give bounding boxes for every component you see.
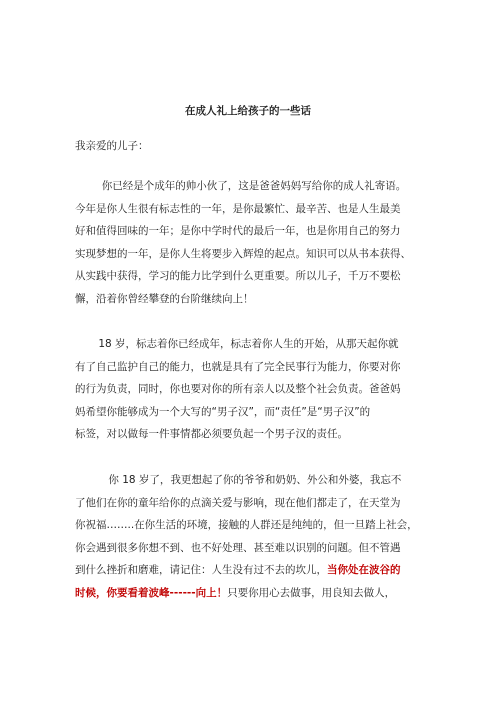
paragraph-line: 懈，沿着你曾经攀登的台阶继续向上！ — [75, 292, 254, 305]
paragraph-line: 18 岁，标志着你已经成年，标志着你人生的开始，从那天起你就 — [75, 338, 399, 350]
paragraph-2 — [75, 333, 425, 446]
paragraph-line: 你会遇到很多你想不到、也不好处理、甚至难以识别的问题。但不管遇 — [75, 541, 401, 554]
document-title: 在成人礼上给孩子的一些话 — [185, 105, 311, 117]
paragraph-line: 你 18 岁了，我更想起了你的爷爷和奶奶、外公和外婆，我忘不 — [75, 474, 402, 486]
paragraph-line: 了他们在你的童年给你的点滴关爱与影响，现在他们都走了，在天堂为 — [75, 496, 401, 509]
highlighted-text: 时候，你要看着波峰------向上！ — [75, 586, 228, 599]
paragraph-line: 从实践中获得，学习的能力比学到什么更重要。所以儿子，千万不要松 — [75, 270, 401, 283]
paragraph-line: 你已经是个成年的帅小伙了，这是爸爸妈妈写给你的成人礼寄语。 — [75, 180, 407, 192]
salutation: 我亲爱的儿子： — [75, 140, 149, 152]
paragraph-text: 只要你用心去做事，用良知去做人， — [227, 586, 396, 599]
paragraph-line: 标签，对以做每一件事情都必须要负起一个男子汉的责任。 — [75, 428, 348, 441]
paragraph-line — [75, 559, 425, 582]
paragraph-1 — [75, 175, 425, 311]
paragraph-line: 有了自己监护自己的能力，也就是具有了完全民事行为能力，你要对你 — [75, 360, 401, 373]
paragraph-line — [75, 582, 425, 605]
paragraph-3 — [75, 469, 425, 605]
paragraph-line: 妈希望你能够成为一个大写的“男子汉”，而“责任”是“男子汉”的 — [75, 405, 371, 418]
paragraph-line: 实现梦想的一年，是你人生将要步入辉煌的起点。知识可以从书本获得、 — [75, 247, 411, 260]
paragraph-line: 你祝福……..在你生活的环境，接触的人群还是纯纯的，但一旦踏上社会， — [75, 519, 418, 532]
paragraph-line: 今年是你人生很有标志性的一年，是你最繁忙、最辛苦、也是人生最美 — [75, 202, 401, 215]
paragraph-line: 好和值得回味的一年；是你中学时代的最后一年，也是你用自己的努力 — [75, 225, 401, 238]
paragraph-text: 到什么挫折和磨难，请记住：人生没有过不去的坎儿， — [75, 564, 327, 577]
paragraph-line: 的行为负责，同时，你也要对你的所有亲人以及整个社会负责。爸爸妈 — [75, 383, 401, 396]
highlighted-text: 当你处在波谷的 — [327, 564, 401, 577]
